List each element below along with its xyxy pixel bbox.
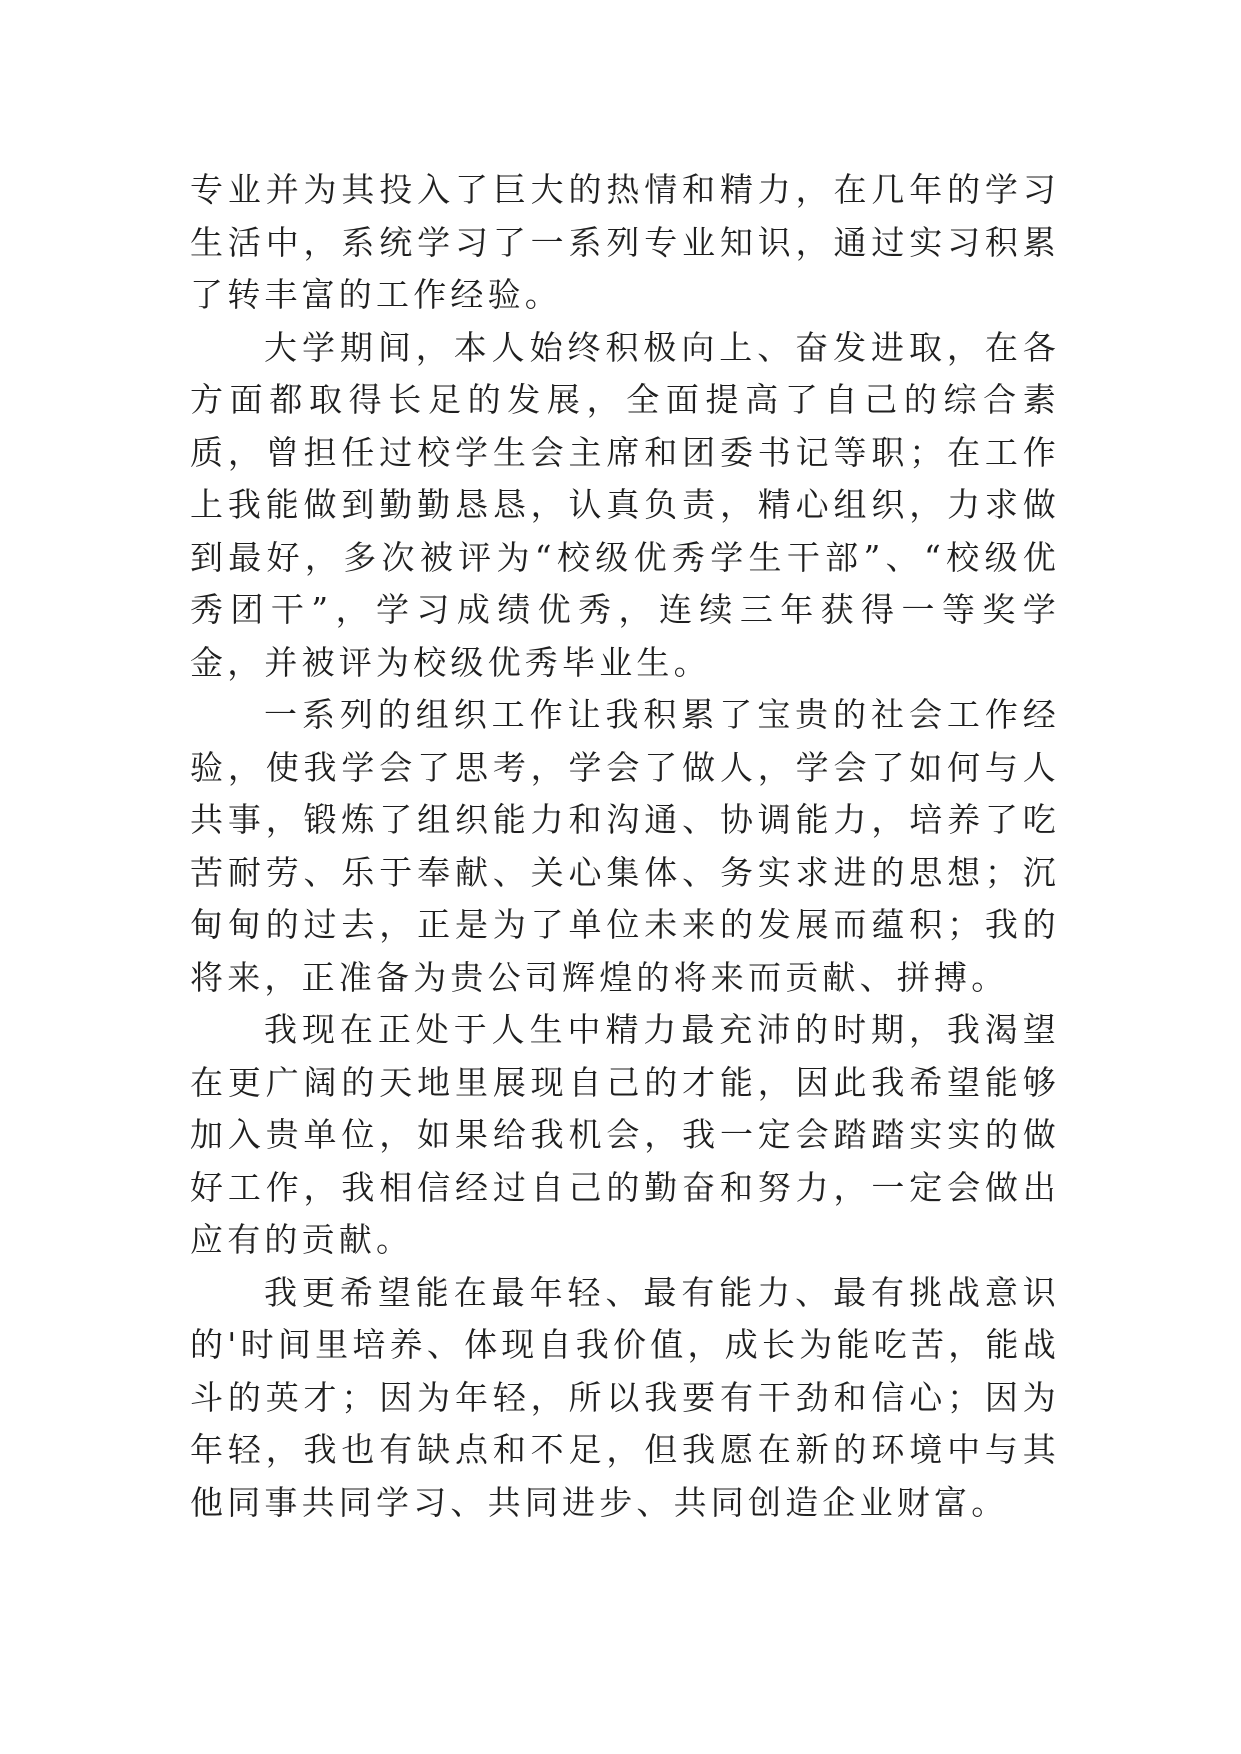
paragraph-1: 专业并为其投入了巨大的热情和精力，在几年的学习生活中，系统学习了一系列专业知识，通过实习积累了转丰富的工作经验。 [190,170,1060,314]
document-body [190,164,1060,1529]
paragraph-2: 大学期间，本人始终积极向上、奋发进取，在各方面都取得长足的发展，全面提高了自己的综合素质，曾担任过校学生会主席和团委书记等职；在工作上我能做到勤勤恳恳，认真负责，精心组织，力求做到最好，多次被评为“校级优秀学生干部”、“校级优秀团干”，学习成绩优秀，连续三年获得一等奖学金，并被评为校级优秀毕业生。 [190,327,1060,682]
paragraph-5: 我更希望能在最年轻、最有能力、最有挑战意识的'时间里培养、体现自我价值，成长为能吃苦，能战斗的英才；因为年轻，所以我要有干劲和信心；因为年轻，我也有缺点和不足，但我愿在新的环境中与其他同事共同学习、共同进步、共同创造企业财富。 [190,1272,1060,1522]
paragraph-4: 我现在正处于人生中精力最充沛的时期，我渴望在更广阔的天地里展现自己的才能，因此我希望能够加入贵单位，如果给我机会，我一定会踏踏实实的做好工作，我相信经过自己的勤奋和努力，一定会做出应有的贡献。 [190,1010,1060,1259]
paragraph-3: 一系列的组织工作让我积累了宝贵的社会工作经验，使我学会了思考，学会了做人，学会了如何与人共事，锻炼了组织能力和沟通、协调能力，培养了吃苦耐劳、乐于奉献、关心集体、务实求进的思想；沉甸甸的过去，正是为了单位未来的发展而蕴积；我的将来，正准备为贵公司辉煌的将来而贡献、拼搏。 [190,695,1060,997]
